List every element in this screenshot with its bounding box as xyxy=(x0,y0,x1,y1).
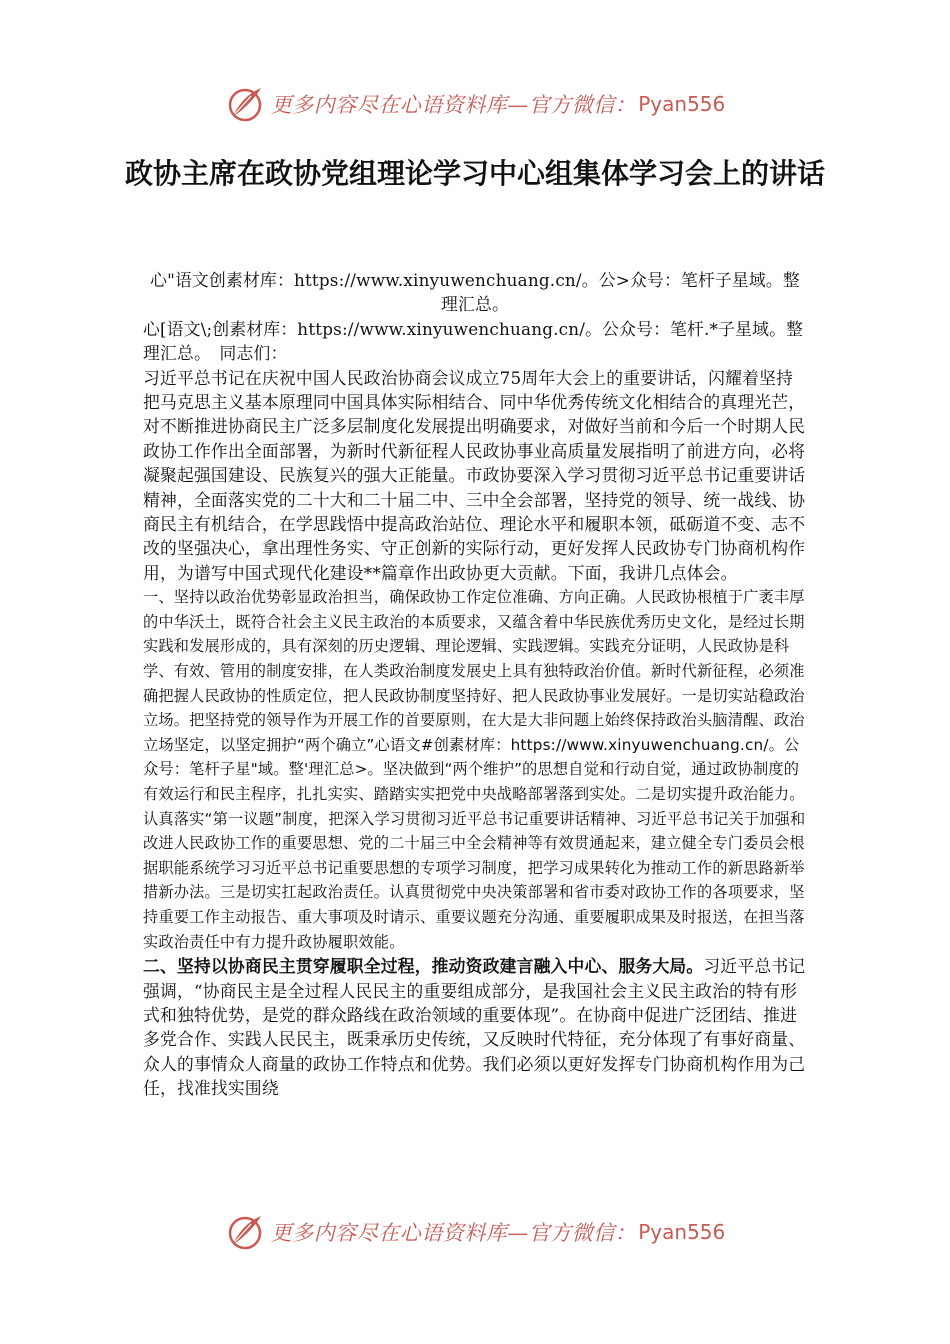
source-line-1: 心"语文创素材库：https://www.xinyuwenchuang.cn/。公>众号：笔杆子星域。整理汇总。 xyxy=(150,270,800,315)
section-2-body: 习近平总书记强调，“协商民主是全过程人民民主的重要组成部分，是我国社会主义民主政治的特有形式和独特优势，是党的群众路线在政治领域的重要体现”。在协商中促进广泛团结、推进多党合作、实践人民民主，既秉承历史传统，又反映时代特征，充分体现了有事好商量、众人的事情众人商量的政协工作特点和优势。我们必须以更好发挥专门协商机构作用为己任，找准找实围绕 xyxy=(143,956,806,1099)
banner-text: 更多内容尽在心语资料库—官方微信： xyxy=(270,93,637,117)
source-line-2: 心[语文\;创素材库：https://www.xinyuwenchuang.cn/。公众号：笔杆.*子星域。整理汇总。 同志们： xyxy=(143,318,804,364)
footer-banner xyxy=(0,1208,950,1256)
banner-wechat-id: Pyan556 xyxy=(638,1220,726,1244)
section-2-heading: 二、坚持以协商民主贯穿履职全过程，推动资政建言融入中心、服务大局。 xyxy=(143,956,704,977)
paragraph-intro: 习近平总书记在庆祝中国人民政治协商会议成立75周年大会上的重要讲话，闪耀着坚持把马克思主义基本原理同中国具体实际相结合、同中华优秀传统文化相结合的真理光芒，对不断推进协商民主广泛多层制度化发展提出明确要求，对做好当前和今后一个时期人民政协工作作出全面部署，为新时代新征程人民政协事业高质量发展指明了前进方向，必将凝聚起强国建设、民族复兴的强大正能量。市政协要深入学习贯彻习近平总书记重要讲话精神，全面落实党的二十大和二十届二中、三中全会部署，坚持党的领导、统一战线、协商民主有机结合，在学思践悟中提高政治站位、理论水平和履职本领，砥砺道不变、志不改的坚强决心，拿出理性务实、守正创新的实际行动，更好发挥人民政协专门协商机构作用，为谱写中国式现代化建设**篇章作出政协更大贡献。下面，我讲几点体会。 xyxy=(143,367,806,583)
banner-wechat-id: Pyan556 xyxy=(638,92,726,116)
quill-logo-icon xyxy=(225,1212,265,1252)
page-title: 政协主席在政协党组理论学习中心组集体学习会上的讲话 xyxy=(124,157,825,190)
paragraph-section-2 xyxy=(143,954,807,1100)
header-banner xyxy=(0,80,950,128)
document-body xyxy=(143,268,807,1101)
paragraph-section-1: 一、坚持以政治优势彰显政治担当，确保政协工作定位准确、方向正确。人民政协根植于广袤丰厚的中华沃土，既符合社会主义民主政治的本质要求，又蕴含着中华民族优秀历史文化，是经过长期实践和发展形成的，具有深刻的历史逻辑、理论逻辑、实践逻辑。实践充分证明，人民政协是科学、有效、管用的制度安排，在人类政治制度发展史上具有独特政治价值。新时代新征程，必须准确把握人民政协的性质定位，把人民政协制度坚持好、把人民政协事业发展好。一是切实站稳政治立场。把坚持党的领导作为开展工作的首要原则，在大是大非问题上始终保持政治头脑清醒、政治立场坚定，以坚定拥护“两个确立”心语文#创素材库：https://www.xinyuwenchuang.cn/。公众号：笔杆子星"域。整'理汇总>。坚决做到“两个维护”的思想自觉和行动自觉，通过政协制度的有效运行和民主程序，扎扎实实、踏踏实实把党中央战略部署落到实处。二是切实提升政治能力。认真落实“第一议题”制度，把深入学习贯彻习近平总书记重要讲话精神、习近平总书记关于加强和改进人民政协工作的重要思想、党的二十届三中全会精神等有效贯通起来，建立健全专门委员会根据职能系统学习习近平总书记重要思想的专项学习制度，把学习成果转化为推动工作的新思路新举措新办法。三是切实扛起政治责任。认真贯彻党中央决策部署和省市委对政协工作的各项要求，坚持重要工作主动报告、重大事项及时请示、重要议题充分沟通、重要履职成果及时报送，在担当落实政治责任中有力提升政协履职效能。 xyxy=(143,588,806,951)
quill-logo-icon xyxy=(225,84,265,124)
banner-text: 更多内容尽在心语资料库—官方微信： xyxy=(270,1221,637,1245)
